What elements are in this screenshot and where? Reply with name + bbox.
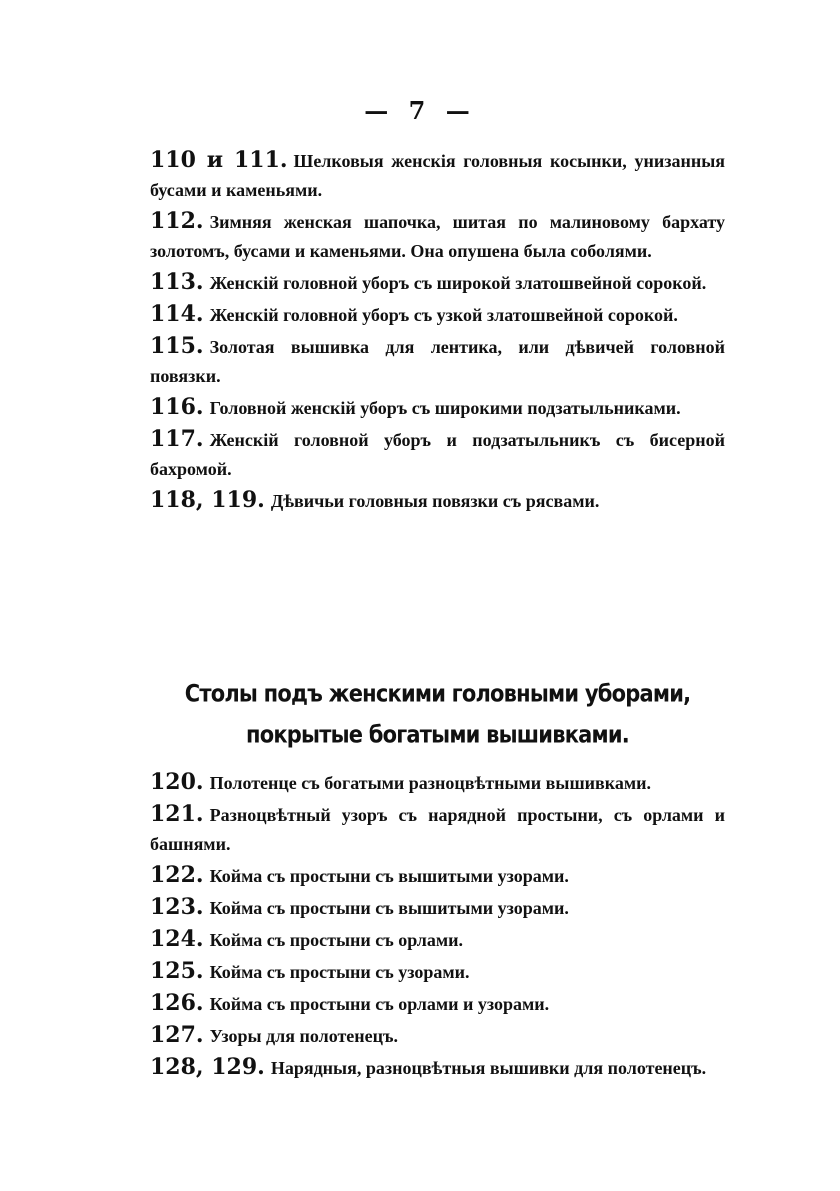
catalog-entry [150, 1021, 725, 1051]
catalog-entry [150, 207, 725, 266]
catalog-entry [150, 925, 725, 955]
entry-text: Женскій головной уборъ и подзатыльникъ съ бисерной бахромой. [150, 430, 725, 479]
entry-text: Женскій головной уборъ съ узкой златошвейной сорокой. [209, 305, 678, 325]
entry-number: 116. [150, 394, 204, 420]
catalog-entry [150, 332, 725, 391]
entry-number: 114. [150, 301, 204, 327]
entry-text: Койма съ простыни съ вышитыми узорами. [209, 866, 569, 886]
entry-text: Женскій головной уборъ съ широкой златошвейной сорокой. [209, 273, 707, 293]
entry-text: Головной женскій уборъ съ широкими подзатыльниками. [209, 398, 681, 418]
entry-number: 115. [150, 333, 204, 359]
catalog-entry [150, 300, 725, 330]
entry-number: 125. [150, 958, 204, 984]
catalog-entry [150, 393, 725, 423]
entry-text: Дѣвичьи головныя повязки съ рясвами. [270, 491, 600, 511]
catalog-entry [150, 800, 725, 859]
entry-text: Нарядныя, разноцвѣтныя вышивки для полотенецъ. [270, 1058, 707, 1078]
catalog-entry [150, 768, 725, 798]
catalog-entry [150, 1053, 725, 1083]
entry-text: Зимняя женская шапочка, шитая по малиновому бархату золотомъ, бусами и каменьями. Она опушена была соболями. [150, 212, 725, 261]
catalog-entry [150, 893, 725, 923]
entry-number: 120. [150, 769, 204, 795]
entry-text: Койма съ простыни съ орлами. [209, 930, 464, 950]
catalog-list-headwear [150, 146, 725, 518]
entry-number: 124. [150, 926, 204, 952]
catalog-list-embroidery [150, 768, 725, 1085]
entry-text: Койма съ простыни съ узорами. [209, 962, 470, 982]
page-number: — 7 — [364, 96, 476, 125]
entry-number: 117. [150, 426, 204, 452]
section-heading: Столы подъ женскими головными уборами, покрытые богатыми вышивками. [184, 679, 691, 749]
entry-text: Золотая вышивка для лентика, или дѣвичей головной повязки. [150, 337, 725, 386]
entry-text: Койма съ простыни съ вышитыми узорами. [209, 898, 569, 918]
catalog-entry [150, 861, 725, 891]
catalog-entry [150, 425, 725, 484]
entry-text: Полотенце съ богатыми разноцвѣтными вышивками. [209, 773, 651, 793]
entry-number: 110 и 111. [150, 147, 288, 173]
entry-number: 113. [150, 269, 204, 295]
entry-number: 127. [150, 1022, 204, 1048]
catalog-entry [150, 486, 725, 516]
entry-number: 118, 119. [150, 487, 265, 513]
entry-number: 128, 129. [150, 1054, 265, 1080]
catalog-entry [150, 957, 725, 987]
entry-number: 126. [150, 990, 204, 1016]
entry-number: 123. [150, 894, 204, 920]
catalog-entry [150, 989, 725, 1019]
catalog-entry [150, 268, 725, 298]
entry-text: Койма съ простыни съ орлами и узорами. [209, 994, 550, 1014]
entry-text: Узоры для полотенецъ. [209, 1026, 399, 1046]
entry-number: 112. [150, 208, 204, 234]
catalog-entry [150, 146, 725, 205]
entry-text: Шелковыя женскія головныя косынки, унизанныя бусами и каменьями. [150, 151, 725, 200]
entry-number: 122. [150, 862, 204, 888]
entry-number: 121. [150, 801, 204, 827]
entry-text: Разноцвѣтный узоръ съ нарядной простыни, съ орлами и башнями. [150, 805, 725, 854]
